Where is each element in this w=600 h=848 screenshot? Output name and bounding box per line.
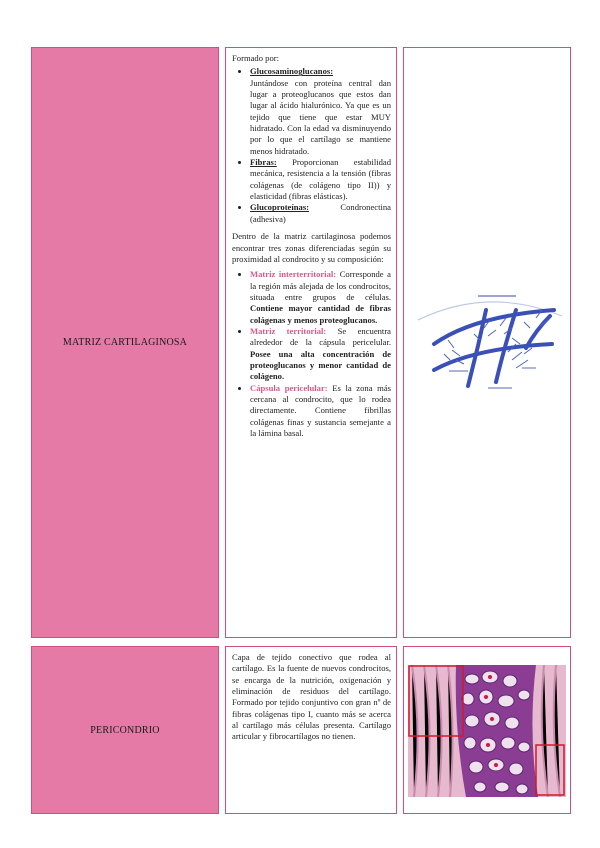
- zone-term: Matriz interterritorial:: [250, 269, 337, 280]
- zone-term: Cápsula pericelular:: [250, 382, 328, 393]
- matriz-intro: Formado por:: [232, 53, 280, 63]
- zones-intro: Dentro de la matriz cartilaginosa podemos encontrar tres zonas diferenciadas según su proximidad al condrocito y su composición:: [232, 231, 391, 264]
- component-term: Fibras:: [250, 157, 277, 168]
- cartilage-histology-micrograph-icon: [408, 665, 566, 797]
- pericondrio-text-cell: [225, 646, 397, 814]
- zone-bold: Contiene mayor cantidad de fibras colágenas y menos proteoglucanos.: [250, 303, 391, 325]
- matriz-image-cell: [403, 47, 571, 638]
- components-list: [232, 66, 391, 225]
- zone-text: Se encuentra alrededor de la cápsula pericelular.: [250, 325, 391, 348]
- matriz-text-cell: [225, 47, 397, 638]
- matriz-label: MATRIZ CARTILAGINOSA: [62, 337, 188, 348]
- pericondrio-paragraph: Capa de tejido conectivo que rodea al cartílago. Es la fuente de nuevos condrocitos, se encarga de la nutrición, oxigenación y eliminación de residuos del cartílago. Formado por tejido conjuntivo con gran nº de fibras colágenas tipo I, cuanto más se acerca al cartílago más células presenta. Cartílago articular y fibrocartílagos no tienen.: [232, 652, 391, 742]
- zone-item: [250, 383, 391, 440]
- zone-bold: Posee una alta concentración de proteoglucanos y menor cantidad de colágeno.: [250, 348, 391, 382]
- zone-text: Es la zona más cercana al condrocito, que lo rodea directamente. Contiene fibrillas colágenas finas y sustancia semejante a la lámina basal.: [250, 382, 391, 438]
- pericondrio-image-cell: [403, 646, 571, 814]
- component-item: [250, 157, 391, 202]
- zone-item: [250, 326, 391, 383]
- component-item: [250, 202, 391, 225]
- pericondrio-label-cell: [31, 646, 219, 814]
- zones-list: [232, 269, 391, 439]
- zone-term: Matriz territorial:: [250, 325, 327, 336]
- component-item: [250, 66, 391, 157]
- component-term: Glucosaminoglucanos:: [250, 66, 334, 77]
- component-term: Glucoproteínas:: [250, 202, 310, 213]
- component-text: Juntándose con proteína central dan lugar a proteoglucanos que estos dan lugar al ácido hialurónico. Ya que es un tejido que tiene que estar MUY hidratado. Con la edad va disminuyendo por lo que el cartílago se mantiene menos hidratado.: [250, 77, 391, 156]
- proteoglycan-aggregate-diagram-icon: [404, 48, 570, 637]
- matriz-label-cell: [31, 47, 219, 638]
- component-text: Condronectina (adhesiva): [250, 202, 391, 224]
- zone-text: Corresponde a la región más alejada de los condrocitos, situada entre grupos de células.: [250, 269, 391, 302]
- pericondrio-label: PERICONDRIO: [90, 724, 160, 736]
- zone-item: [250, 269, 391, 326]
- component-text: Proporcionan estabilidad mecánica, resistencia a la tensión (fibras colágenas (de colágeno tipo II)) y elasticidad (fibras elásticas).: [250, 157, 391, 202]
